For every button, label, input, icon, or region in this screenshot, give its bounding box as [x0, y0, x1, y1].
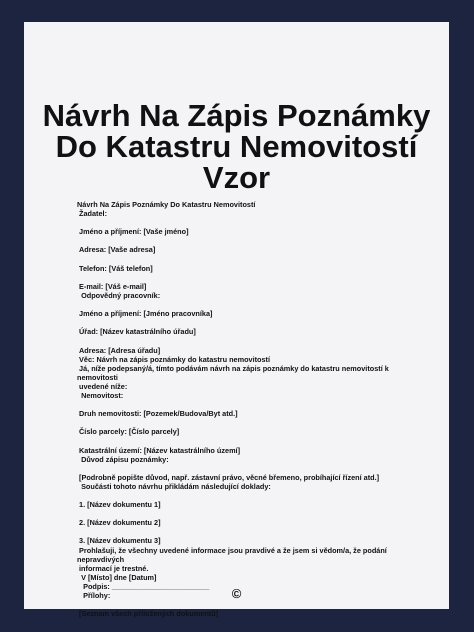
document-line — [77, 527, 397, 536]
document-line — [77, 509, 397, 518]
document-line: Já, níže podepsaný/á, tímto podávám návrh na zápis poznámky do katastru nemovitostí k nemovitosti — [77, 363, 391, 382]
document-line: Jméno a příjmení: [Vaše jméno] — [77, 227, 189, 237]
document-line: Odpovědný pracovník: — [77, 290, 161, 300]
document-body — [77, 200, 397, 618]
document-line: informací je trestné. — [77, 563, 149, 573]
document-line: Prohlašuji, že všechny uvedené informace jsou pravdivé a že jsem si vědom/a, že podání nepravdivých — [77, 545, 389, 564]
document-line: Adresa: [Vaše adresa] — [77, 245, 156, 255]
document-line — [77, 418, 397, 427]
document-line — [77, 255, 397, 264]
document-page — [24, 22, 449, 619]
document-line: Věc: Návrh na zápis poznámky do katastru nemovitostí — [77, 354, 271, 364]
document-line: Úřad: [Název katastrálního úřadu] — [77, 327, 196, 337]
document-line: Návrh Na Zápis Poznámky Do Katastru Nemovitostí — [77, 200, 256, 209]
document-line: 1. [Název dokumentu 1] — [77, 500, 161, 510]
document-line: Telefon: [Váš telefon] — [77, 263, 153, 273]
document-line: Adresa: [Adresa úřadu] — [77, 345, 161, 355]
document-line: 3. [Název dokumentu 3] — [77, 536, 161, 546]
document-line — [77, 318, 397, 327]
document-line — [77, 491, 397, 500]
document-line: 2. [Název dokumentu 2] — [77, 518, 161, 528]
document-line — [77, 436, 397, 445]
document-line: Podpis: ________________________ — [77, 581, 210, 591]
document-line: Přílohy: — [77, 591, 111, 601]
title-line-2: Do Katastru Nemovitostí — [55, 129, 418, 164]
document-line — [77, 218, 397, 227]
document-line: Katastrální území: [Název katastrálního území] — [77, 445, 241, 455]
document-line: Žadatel: — [77, 209, 108, 219]
document-line: Součásti tohoto návrhu přikládám následující doklady: — [77, 481, 271, 491]
document-line: Jméno a příjmení: [Jméno pracovníka] — [77, 309, 213, 319]
document-line: [Podrobně popište důvod, např. zástavní právo, věcné břemeno, probíhající řízení atd.] — [77, 472, 380, 482]
title-line-3: Vzor — [202, 160, 271, 195]
document-line: Druh nemovitosti: [Pozemek/Budova/Byt atd.] — [77, 409, 238, 419]
document-line — [77, 236, 397, 245]
document-title — [24, 100, 449, 193]
document-line: [Seznam všech přiložených dokumentů] — [77, 609, 219, 619]
document-line: E-mail: [Váš e-mail] — [77, 281, 147, 291]
document-line — [77, 600, 397, 609]
document-line: Nemovitost: — [77, 390, 124, 400]
document-line: Důvod zápisu poznámky: — [77, 454, 169, 464]
document-line — [77, 400, 397, 409]
document-line: Číslo parcely: [Číslo parcely] — [77, 427, 180, 437]
document-line — [77, 300, 397, 309]
title-line-1: Návrh Na Zápis Poznámky — [42, 98, 431, 133]
document-line — [77, 464, 397, 473]
document-line: uvedené níže: — [77, 381, 128, 391]
document-line — [77, 273, 397, 282]
document-line — [77, 336, 397, 345]
copyright-icon: © — [231, 586, 242, 601]
document-line: V [Místo] dne [Datum] — [77, 572, 157, 582]
